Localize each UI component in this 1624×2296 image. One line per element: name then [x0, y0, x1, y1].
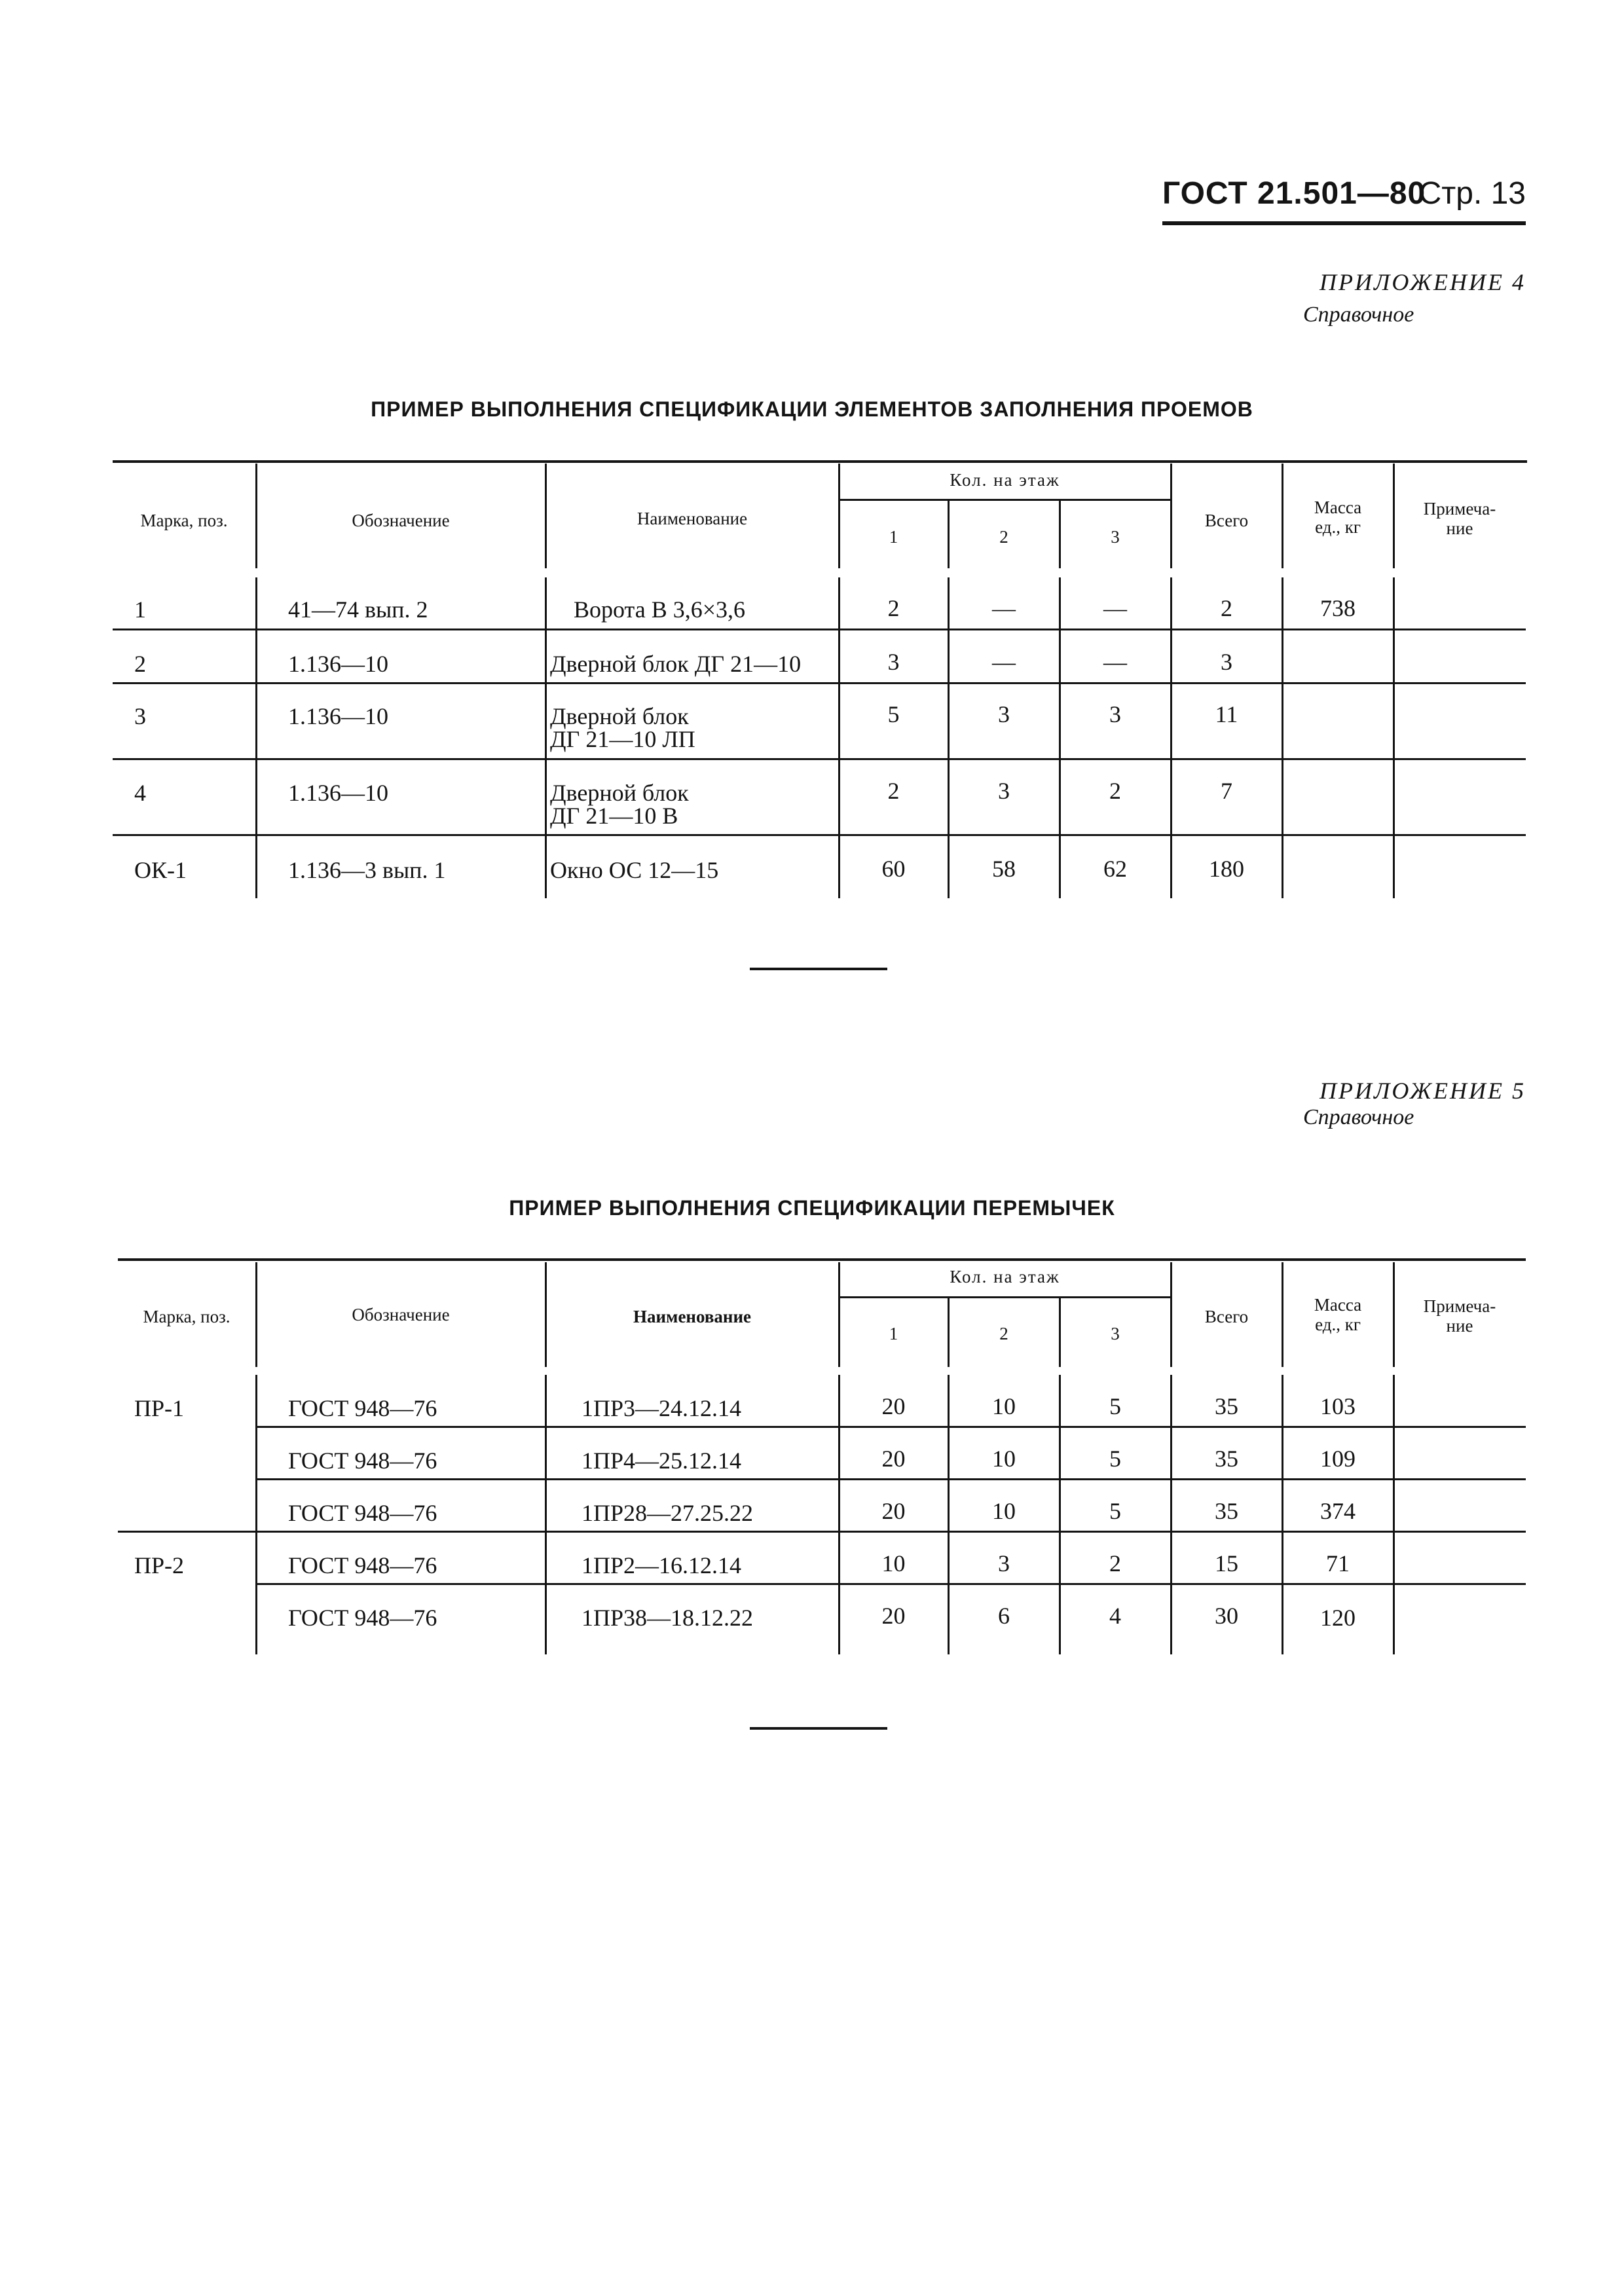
- cell-floor-3: 5: [1109, 1446, 1121, 1472]
- header-mass: [1283, 1295, 1393, 1334]
- cell-floor-2: —: [992, 595, 1016, 621]
- appendix-4-title: [0, 397, 1624, 422]
- appendix-4-label: ПРИЛОЖЕНИЕ 4: [1320, 269, 1526, 295]
- cell-total: 11: [1215, 701, 1238, 727]
- header-floor-3: 3: [1111, 527, 1120, 547]
- cell-total: 2: [1221, 595, 1232, 621]
- cell-designation: ГОСТ 948—76: [288, 1605, 437, 1631]
- header-mark: Марка, поз.: [140, 511, 228, 530]
- row-rule: [257, 1478, 1526, 1480]
- header-qty-per-floor: Кол. на этаж: [950, 1267, 1060, 1286]
- cell-name: 1ПР4—25.12.14: [581, 1448, 742, 1474]
- table-top-rule: [118, 1258, 1526, 1261]
- header-note: [1394, 1296, 1525, 1336]
- cell-name: 1ПР28—27.25.22: [581, 1500, 754, 1526]
- cell-floor-2: 3: [998, 701, 1010, 727]
- cell-designation: ГОСТ 948—76: [288, 1552, 437, 1578]
- header-mass-line1: Масса: [1314, 498, 1362, 517]
- cell-total: 35: [1215, 1498, 1238, 1524]
- row-rule: [257, 1426, 1526, 1428]
- cell-mass: 109: [1320, 1446, 1356, 1472]
- header-floor-2: 2: [999, 527, 1008, 547]
- appendix-4-subtitle: Справочное: [1303, 302, 1414, 327]
- cell-floor-3: —: [1103, 649, 1127, 675]
- cell-name: 1ПР2—16.12.14: [581, 1552, 742, 1578]
- header-mass: [1283, 498, 1393, 537]
- cell-floor-2: 10: [992, 1393, 1016, 1419]
- appendix-5-label: ПРИЛОЖЕНИЕ 5: [1320, 1078, 1526, 1104]
- cell-designation: ГОСТ 948—76: [288, 1500, 437, 1526]
- page-header: [1162, 175, 1526, 225]
- cell-designation: 1.136—10: [288, 703, 388, 729]
- cell-name-line1: Дверной блок: [550, 703, 689, 729]
- cell-mark: 4: [134, 780, 146, 806]
- header-floor-1: 1: [889, 527, 898, 547]
- cell-name: Окно ОС 12—15: [550, 857, 719, 883]
- subheader-rule: [840, 499, 1170, 501]
- cell-floor-1: 60: [881, 856, 906, 882]
- header-note-line1: Примеча-: [1423, 1296, 1496, 1316]
- header-total: Всего: [1204, 511, 1249, 530]
- header-floor-2: 2: [999, 1324, 1008, 1343]
- cell-floor-1: 20: [881, 1393, 906, 1419]
- header-note-line2: ние: [1446, 1316, 1473, 1336]
- col-divider: [1393, 1375, 1395, 1654]
- appendix-5-subtitle: Справочное: [1303, 1105, 1414, 1129]
- cell-floor-2: 3: [998, 778, 1010, 804]
- cell-floor-2: —: [992, 649, 1016, 675]
- header-designation: Обозначение: [352, 1305, 450, 1324]
- cell-floor-1: 20: [881, 1446, 906, 1472]
- cell-mark: 1: [134, 596, 146, 623]
- col-divider: [838, 577, 840, 898]
- header-qty-per-floor: Кол. на этаж: [950, 470, 1060, 490]
- header-name: Наименование: [633, 1307, 751, 1326]
- cell-floor-1: 20: [881, 1603, 906, 1629]
- header-note-line1: Примеча-: [1423, 499, 1496, 519]
- cell-floor-3: 2: [1109, 1550, 1121, 1576]
- col-divider: [1282, 577, 1283, 898]
- cell-floor-3: 5: [1109, 1498, 1121, 1524]
- cell-mass: 71: [1326, 1550, 1350, 1576]
- cell-mark: ПР-2: [134, 1552, 185, 1578]
- col-divider: [948, 577, 950, 898]
- cell-total: 35: [1215, 1446, 1238, 1472]
- cell-mark: ОК-1: [134, 857, 187, 883]
- header-mark: Марка, поз.: [143, 1307, 231, 1326]
- cell-mass: 374: [1320, 1498, 1356, 1524]
- cell-name: Ворота В 3,6×3,6: [574, 596, 746, 623]
- cell-mark: 2: [134, 651, 146, 677]
- col-divider: [1393, 577, 1395, 898]
- row-rule: [257, 1583, 1526, 1585]
- cell-floor-2: 3: [998, 1550, 1010, 1576]
- row-rule: [113, 758, 1526, 760]
- cell-designation: 1.136—10: [288, 780, 388, 806]
- col-divider: [1059, 577, 1061, 898]
- header-designation: Обозначение: [352, 511, 450, 530]
- cell-designation: 1.136—10: [288, 651, 388, 677]
- row-rule: [113, 629, 1526, 630]
- cell-total: 180: [1209, 856, 1244, 882]
- cell-mark: 3: [134, 703, 146, 729]
- col-divider: [255, 577, 257, 898]
- cell-floor-3: 62: [1103, 856, 1127, 882]
- appendix-4-title-text: ПРИМЕР ВЫПОЛНЕНИЯ СПЕЦИФИКАЦИИ ЭЛЕМЕНТОВ ЗАПОЛНЕНИЯ ПРОЕМОВ: [371, 397, 1253, 421]
- cell-total: 35: [1215, 1393, 1238, 1419]
- cell-floor-1: 2: [887, 595, 900, 621]
- header-total: Всего: [1204, 1307, 1249, 1326]
- section-separator: [750, 1727, 887, 1730]
- cell-designation: 1.136—3 вып. 1: [288, 857, 446, 883]
- cell-mass: 103: [1320, 1393, 1356, 1419]
- cell-floor-3: —: [1103, 595, 1127, 621]
- header-floor-3: 3: [1111, 1324, 1120, 1343]
- row-rule: [118, 1531, 1526, 1533]
- cell-name-line1: Дверной блок: [550, 780, 689, 806]
- header-note-line2: ние: [1446, 519, 1473, 538]
- cell-floor-2: 10: [992, 1498, 1016, 1524]
- col-divider: [545, 1375, 547, 1654]
- cell-floor-1: 20: [881, 1498, 906, 1524]
- cell-floor-2: 10: [992, 1446, 1016, 1472]
- cell-floor-1: 3: [887, 649, 900, 675]
- cell-floor-3: 5: [1109, 1393, 1121, 1419]
- cell-designation: 41—74 вып. 2: [288, 596, 428, 623]
- cell-mass: 120: [1320, 1605, 1356, 1631]
- page-number: Стр. 13: [1418, 176, 1526, 211]
- table-top-rule: [113, 460, 1527, 463]
- header-mass-line2: ед., кг: [1315, 1315, 1361, 1334]
- cell-name: 1ПР3—24.12.14: [581, 1395, 742, 1421]
- appendix-5-title-text: ПРИМЕР ВЫПОЛНЕНИЯ СПЕЦИФИКАЦИИ ПЕРЕМЫЧЕК: [509, 1196, 1115, 1220]
- col-divider: [545, 577, 547, 898]
- cell-floor-1: 2: [887, 778, 900, 804]
- header-mass-line2: ед., кг: [1315, 517, 1361, 537]
- cell-floor-1: 5: [887, 701, 900, 727]
- cell-floor-2: 58: [992, 856, 1016, 882]
- cell-name: Дверной блок ДГ 21—10: [550, 651, 802, 677]
- cell-name-line2: ДГ 21—10 В: [550, 803, 678, 829]
- cell-floor-3: 2: [1109, 778, 1121, 804]
- cell-mass: 738: [1320, 595, 1356, 621]
- cell-floor-3: 4: [1109, 1603, 1121, 1629]
- cell-floor-3: 3: [1109, 701, 1121, 727]
- cell-floor-1: 10: [881, 1550, 906, 1576]
- header-mass-line1: Масса: [1314, 1295, 1362, 1315]
- standard-number: ГОСТ 21.501—80: [1162, 176, 1426, 211]
- section-separator: [750, 968, 887, 970]
- header-note: [1394, 499, 1525, 538]
- appendix-5-title: [0, 1196, 1624, 1220]
- cell-total: 30: [1215, 1603, 1238, 1629]
- row-rule: [113, 834, 1526, 836]
- cell-mark: ПР-1: [134, 1395, 185, 1421]
- cell-total: 7: [1221, 778, 1232, 804]
- cell-name: 1ПР38—18.12.22: [581, 1605, 754, 1631]
- cell-name-line2: ДГ 21—10 ЛП: [550, 726, 695, 752]
- col-divider: [255, 1375, 257, 1654]
- header-name: Наименование: [637, 509, 748, 528]
- header-floor-1: 1: [889, 1324, 898, 1343]
- cell-designation: ГОСТ 948—76: [288, 1448, 437, 1474]
- col-divider: [1170, 577, 1172, 898]
- cell-total: 3: [1221, 649, 1232, 675]
- cell-total: 15: [1215, 1550, 1238, 1576]
- subheader-rule: [840, 1296, 1170, 1298]
- row-rule: [113, 682, 1526, 684]
- cell-designation: ГОСТ 948—76: [288, 1395, 437, 1421]
- cell-floor-2: 6: [998, 1603, 1010, 1629]
